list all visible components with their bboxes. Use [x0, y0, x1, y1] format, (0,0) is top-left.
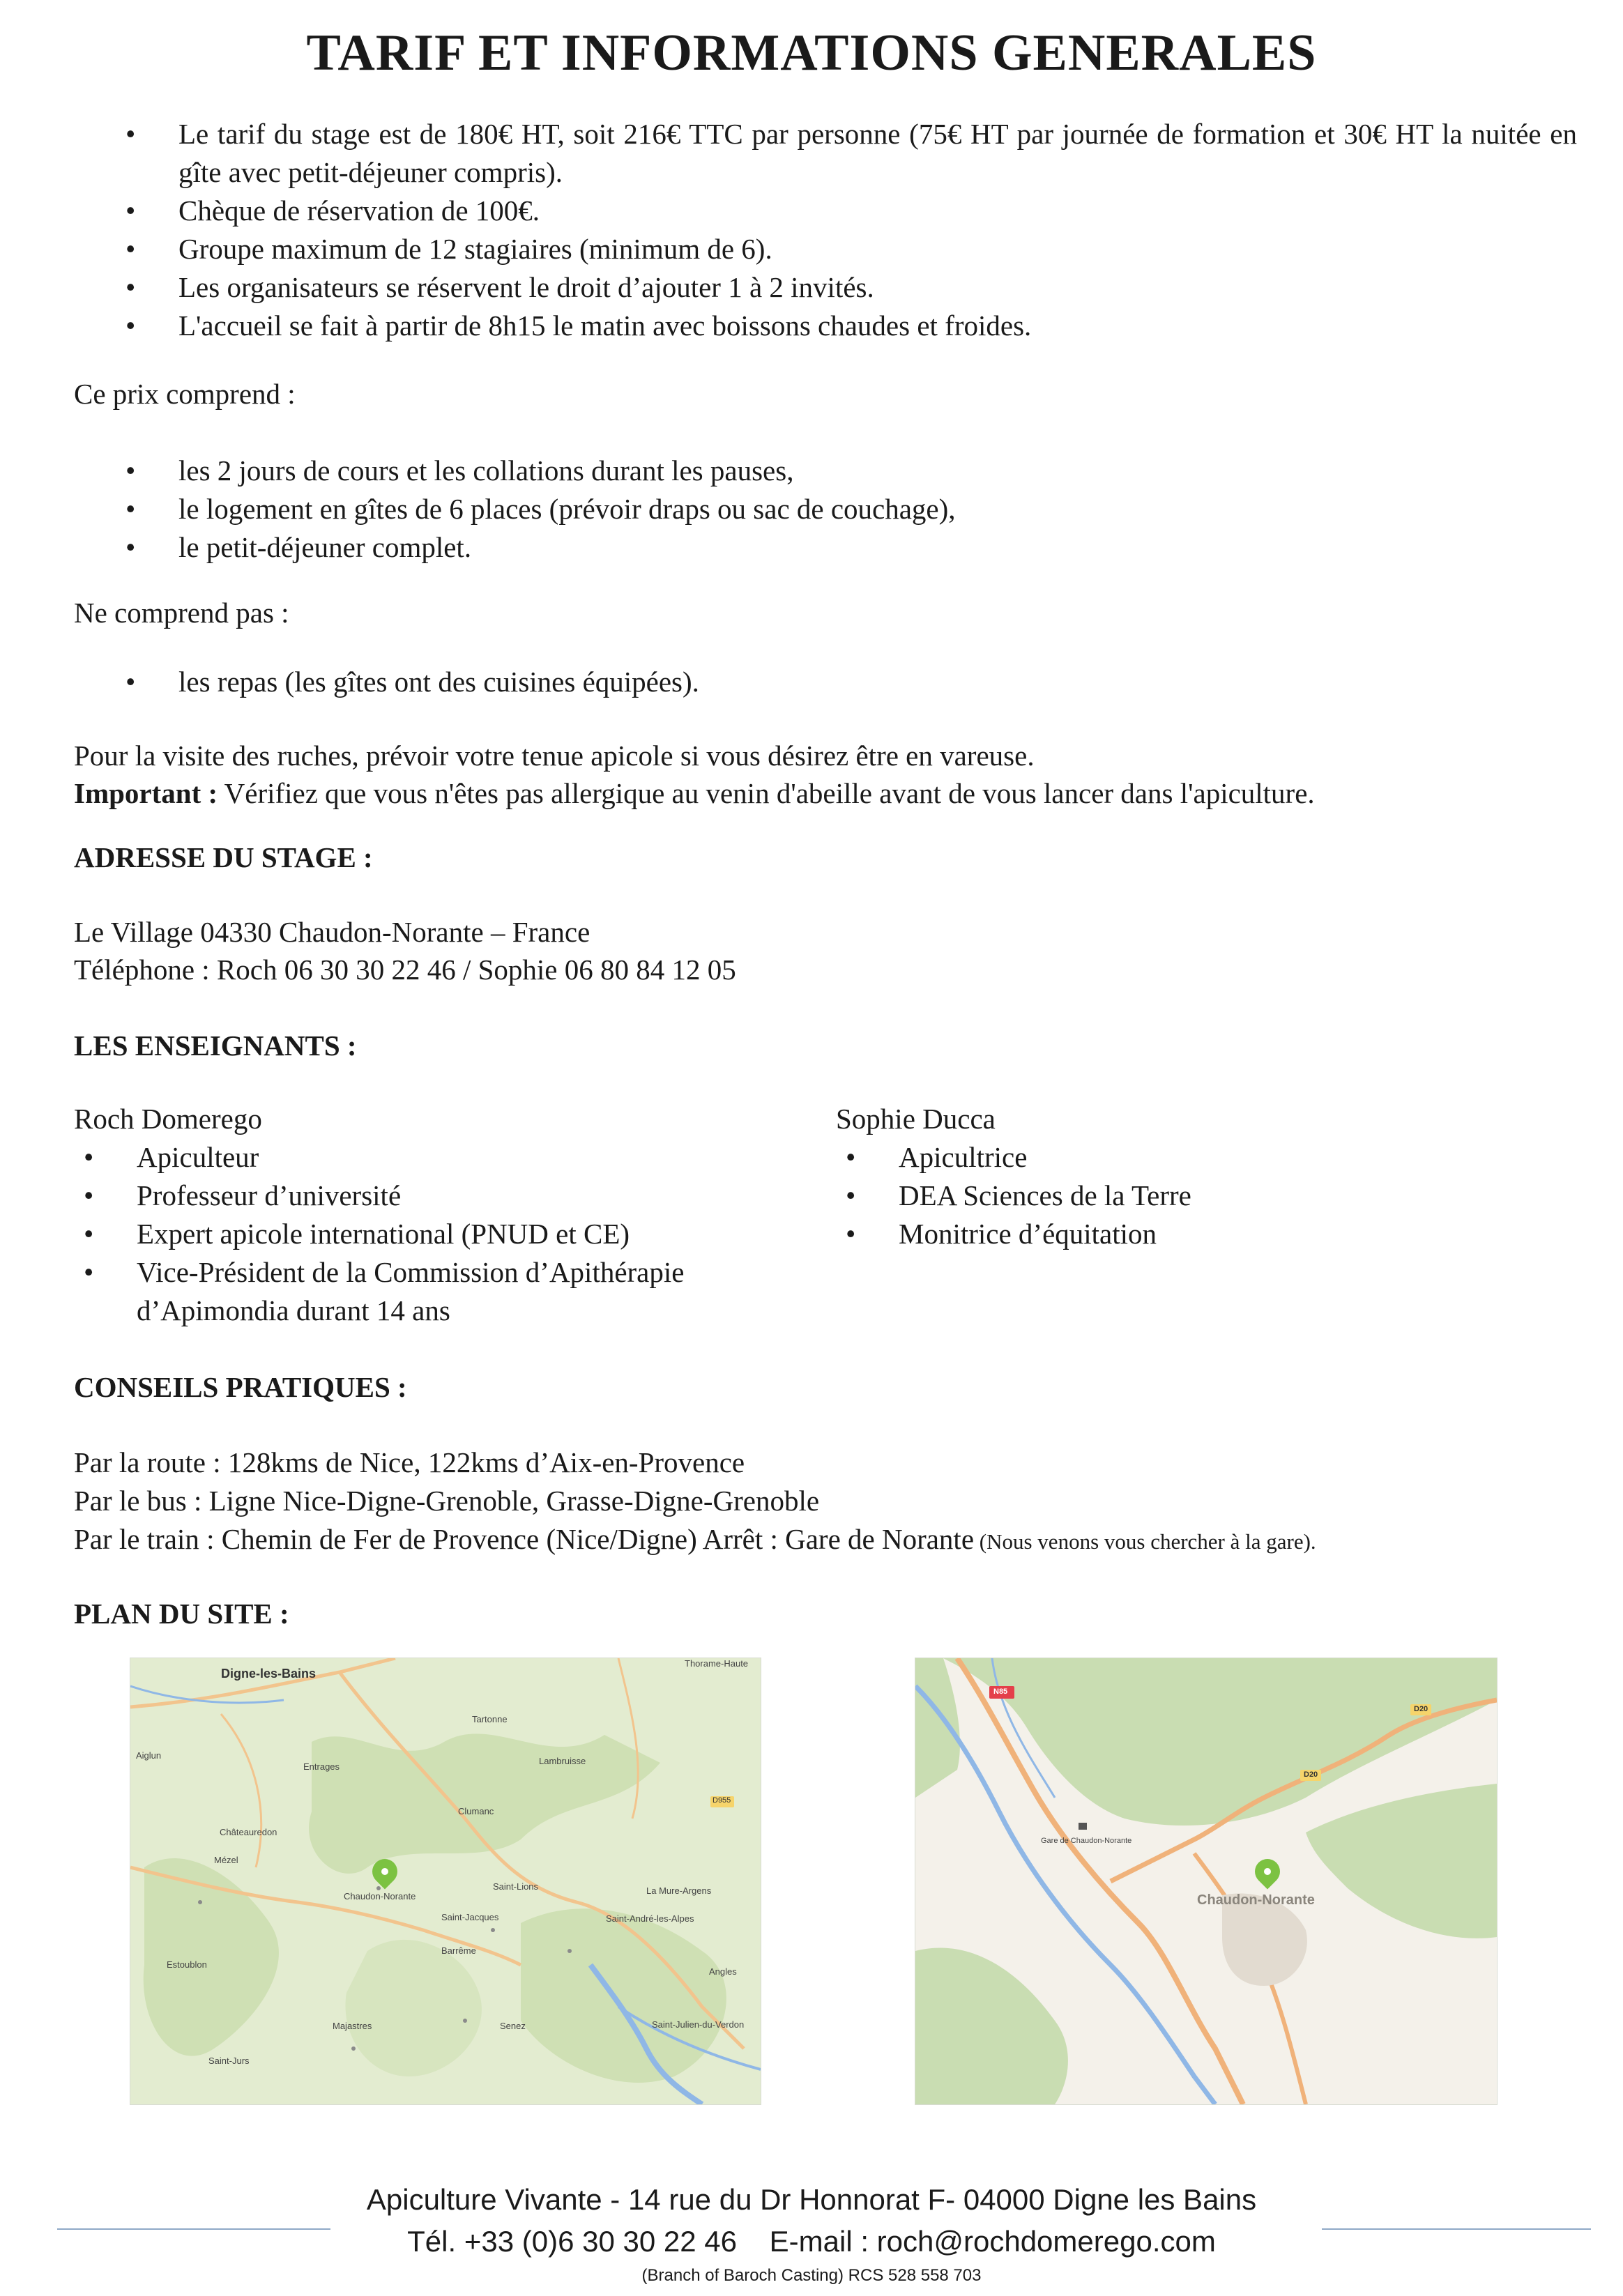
list-item: • les repas (les gîtes ont des cuisines équipées). — [125, 666, 699, 698]
map-marker-dot — [1264, 1868, 1271, 1875]
map-label: Angles — [709, 1966, 737, 1977]
footer-registration: (Branch of Baroch Casting) RCS 528 558 703 — [641, 2266, 982, 2285]
map-marker-dot — [381, 1868, 388, 1875]
tariff-list — [125, 115, 1583, 345]
map-label: D955 — [713, 1796, 731, 1805]
map-label: Tartonne — [472, 1714, 508, 1724]
list-item: • Le tarif du stage est de 180€ HT, soit 216€ TTC par personne (75€ HT par journée de formation et 30€ HT la nuitée en gîte avec petit-déjeuner compris). — [125, 118, 1577, 188]
map-label: Saint-André-les-Alpes — [606, 1913, 694, 1924]
map-label: Entrages — [303, 1761, 340, 1772]
address-heading: ADRESSE DU STAGE : — [74, 841, 373, 873]
plan-heading: PLAN DU SITE : — [74, 1598, 289, 1630]
page-title: TARIF ET INFORMATIONS GENERALES — [306, 24, 1317, 82]
advice-bus: Par le bus : Ligne Nice-Digne-Grenoble, Grasse-Digne-Grenoble — [74, 1485, 820, 1517]
local-map-graphic — [915, 1658, 1497, 2104]
important-note — [74, 774, 1315, 813]
teacher-name-sophie: Sophie Ducca — [836, 1103, 996, 1135]
teachers-heading: LES ENSEIGNANTS : — [74, 1030, 357, 1062]
address-line: Le Village 04330 Chaudon-Norante – France — [74, 916, 590, 948]
list-item: • le logement en gîtes de 6 places (prévoir draps ou sac de couchage), — [125, 493, 956, 525]
list-item: • L'accueil se fait à partir de 8h15 le matin avec boissons chaudes et froides. — [125, 309, 1032, 342]
list-item: • Chèque de réservation de 100€. — [125, 194, 540, 227]
local-map[interactable] — [915, 1658, 1498, 2105]
important-label: Important : — [74, 777, 218, 809]
map-label: Saint-Jacques — [441, 1912, 499, 1922]
map-label: Digne-les-Bains — [221, 1667, 317, 1681]
map-label: Estoublon — [167, 1959, 207, 1970]
list-item: • Apiculteur — [84, 1141, 259, 1173]
list-item: • Les organisateurs se réservent le droit d’ajouter 1 à 2 invités. — [125, 271, 874, 303]
list-item: • DEA Sciences de la Terre — [846, 1179, 1191, 1211]
address-phone: Téléphone : Roch 06 30 30 22 46 / Sophie 06 80 84 12 05 — [74, 954, 736, 986]
map-label: Gare de Chaudon-Norante — [1041, 1837, 1132, 1845]
footer-contact: Tél. +33 (0)6 30 30 22 46 E-mail : roch@rochdomerego.com — [407, 2225, 1216, 2258]
map-label: La Mure-Argens — [646, 1885, 712, 1896]
map-label: Saint-Jurs — [208, 2056, 250, 2066]
includes-list — [125, 452, 956, 567]
list-item: • Vice-Président de la Commission d’Apithérapie d’Apimondia durant 14 ans — [84, 1256, 685, 1326]
footer-address: Apiculture Vivante - 14 rue du Dr Honnorat F- 04000 Digne les Bains — [366, 2183, 1257, 2216]
teacher-name-roch: Roch Domerego — [74, 1103, 262, 1135]
regional-map[interactable] — [130, 1658, 761, 2105]
excludes-heading: Ne comprend pas : — [74, 597, 289, 629]
map-label: Chaudon-Norante — [1197, 1892, 1315, 1908]
list-item: • Monitrice d’équitation — [846, 1218, 1157, 1250]
map-label: Saint-Lions — [493, 1881, 539, 1892]
excludes-list — [125, 663, 699, 701]
list-item: • Professeur d’université — [84, 1179, 402, 1211]
list-item: • les 2 jours de cours et les collations durant les pauses, — [125, 454, 794, 487]
list-item: • Expert apicole international (PNUD et CE) — [84, 1218, 630, 1250]
important-text: Vérifiez que vous n'êtes pas allergique au venin d'abeille avant de vous lancer dans l'apiculture. — [218, 777, 1315, 809]
teacher-roch-list — [84, 1138, 795, 1330]
road-label: N85 — [993, 1687, 1008, 1696]
list-item: • Apicultrice — [846, 1141, 1028, 1173]
road-label: D20 — [1414, 1705, 1428, 1713]
map-label: Mézel — [214, 1855, 238, 1865]
teacher-sophie-list — [846, 1138, 1191, 1253]
list-item: • le petit-déjeuner complet. — [125, 531, 472, 563]
advice-heading: CONSEILS PRATIQUES : — [74, 1371, 407, 1403]
map-label: Barrême — [441, 1945, 476, 1956]
list-item: • Groupe maximum de 12 stagiaires (minimum de 6). — [125, 233, 772, 265]
advice-train: Par le train : Chemin de Fer de Provence (Nice/Digne) Arrêt : Gare de Norante (Nous venons vous chercher à la gare). — [74, 1523, 1316, 1555]
map-label: Saint-Julien-du-Verdon — [652, 2019, 745, 2030]
map-label: Aiglun — [136, 1750, 162, 1761]
road-label: D20 — [1304, 1770, 1318, 1779]
map-label: Senez — [500, 2021, 526, 2031]
map-label: Chaudon-Norante — [344, 1891, 416, 1901]
map-label: Majastres — [333, 2021, 372, 2031]
map-label: Lambruisse — [539, 1756, 586, 1766]
includes-heading: Ce prix comprend : — [74, 378, 296, 410]
advice-road: Par la route : 128kms de Nice, 122kms d’Aix-en-Provence — [74, 1446, 745, 1478]
map-label: Clumanc — [458, 1806, 494, 1816]
map-label: Châteauredon — [220, 1827, 277, 1837]
hive-visit-note: Pour la visite des ruches, prévoir votre tenue apicole si vous désirez être en vareuse. — [74, 740, 1035, 772]
regional-map-graphic — [130, 1658, 761, 2104]
advice-train-note: (Nous venons vous chercher à la gare). — [974, 1529, 1316, 1554]
map-label: Thorame-Haute — [685, 1658, 749, 1669]
